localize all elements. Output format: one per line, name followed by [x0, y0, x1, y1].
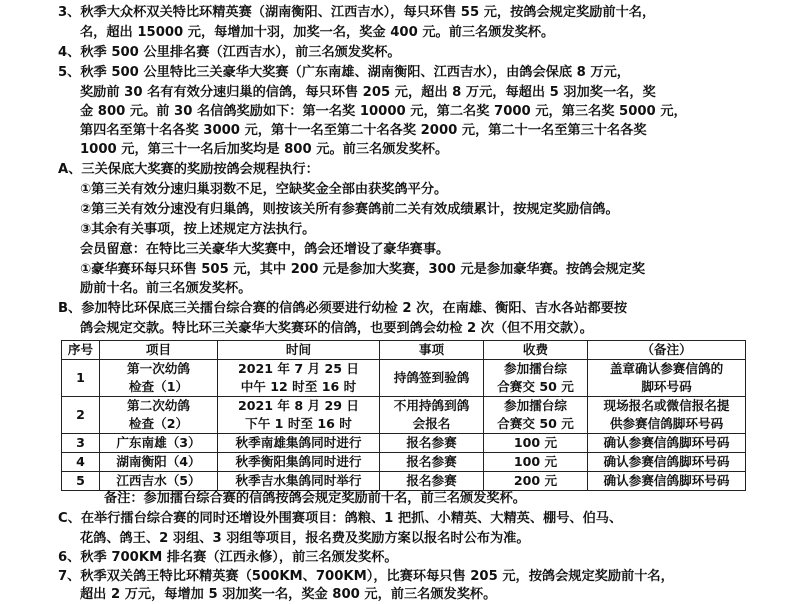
- text-line: 鸽会规定交款。特比环三关豪华大奖赛环的信鸽，也要到鸽会幼检 2 次（但不用交款）。: [80, 321, 593, 336]
- table-row: [62, 453, 746, 472]
- text-line: 超出 2 万元，每增加 5 羽加奖一名，奖金 800 元，前三名颁发奖杯。: [80, 587, 497, 602]
- schedule-table: [61, 340, 746, 491]
- table-cell: 不用持鸽到鸽 会报名: [380, 397, 484, 434]
- table-cell: 3: [62, 434, 100, 453]
- header-cell: 序号: [62, 341, 100, 360]
- text-line: 1000 元，第三十一名后加奖均是 800 元。前三名颁发奖杯。: [80, 142, 449, 157]
- table-cell: 湖南衡阳（4）: [100, 453, 218, 472]
- text-line: ②第三关有效分速没有归巢鸽，则按该关所有参赛鸽前二关有效成绩累计，按规定奖励信鸽。: [80, 202, 619, 217]
- header-cell: （备注）: [588, 341, 746, 360]
- table-header-row: [62, 341, 746, 360]
- table-cell: 200 元: [484, 472, 588, 491]
- text-line: 第四名至第十名各奖 3000 元，第十一名至第二十名各奖 2000 元，第二十一名至第三十名各奖: [80, 123, 647, 138]
- table-cell: 100 元: [484, 453, 588, 472]
- header-cell: 时间: [218, 341, 380, 360]
- table-row: [62, 360, 746, 397]
- section-heading: B、参加特比环保底三关擂台综合赛的信鸽必须要进行幼检 2 次，在南雄、衡阳、吉水各站都要按: [58, 301, 628, 316]
- section-heading: C、在举行擂台综合赛的同时还增设外围赛项目：鸽粮、1 把抓、小精英、大精英、棚号、伯马、: [58, 511, 623, 526]
- table-row: [62, 434, 746, 453]
- table-cell: 1: [62, 360, 100, 397]
- table-cell: 确认参赛信鸽脚环号码: [588, 434, 746, 453]
- text-line: 奖励前 30 名有有效分速归巢的信鸽，每只环售 205 元，超出 8 万元，每超出 5 羽加奖一名，奖: [80, 85, 656, 100]
- text-line: 6、秋季 700KM 排名赛（江西永修），前三名颁发奖杯。: [58, 550, 398, 565]
- table-row: [62, 397, 746, 434]
- table-cell: 秋季南雄集鸽同时进行: [218, 434, 380, 453]
- section-heading: A、三关保底大奖赛的奖励按鸽会规程执行：: [58, 162, 319, 177]
- text-line: ①第三关有效分速归巢羽数不足，空缺奖金全部由获奖鸽平分。: [80, 182, 448, 197]
- table-cell: 确认参赛信鸽脚环号码: [588, 453, 746, 472]
- table-cell: 100 元: [484, 434, 588, 453]
- table-cell: 2: [62, 397, 100, 434]
- text-line: 4、秋季 500 公里排名赛（江西吉水），前三名颁发奖杯。: [58, 45, 401, 60]
- text-line: 5、秋季 500 公里特比三关豪华大奖赛（广东南雄、湖南衡阳、江西吉水），由鸽会保底 8 万元，: [58, 65, 630, 80]
- table-cell: 广东南雄（3）: [100, 434, 218, 453]
- table-cell: 江西吉水（5）: [100, 472, 218, 491]
- text-line: ③其余有关事项，按上述规定方法执行。: [80, 222, 316, 237]
- table-cell: 报名参赛: [380, 472, 484, 491]
- table-note: 备注：参加擂台综合赛的信鸽按鸽会规定奖励前十名，前三名颁发奖杯。: [104, 491, 526, 506]
- table-cell: 确认参赛信鸽脚环号码: [588, 472, 746, 491]
- text-line: 励前十名。前三名颁发奖杯。: [80, 281, 252, 296]
- table-row: [62, 472, 746, 491]
- text-line: 会员留意：在特比三关豪华大奖赛中，鸽会还增设了豪华赛事。: [80, 242, 450, 257]
- text-line: 花鸽、鸽王、2 羽组、3 羽组等项目，报名费及奖励方案以报名时公布为准。: [80, 531, 530, 546]
- table-cell: 报名参赛: [380, 453, 484, 472]
- table-cell: 盖章确认参赛信鸽的 脚环号码: [588, 360, 746, 397]
- text-line: ①豪华赛环每只环售 505 元，其中 200 元是参加大奖赛，300 元是参加豪华赛。按鸽会规定奖: [80, 262, 646, 277]
- table-cell: 2021 年 7 月 25 日 中午 12 时至 16 时: [218, 360, 380, 397]
- table-cell: 2021 年 8 月 29 日 下午 1 时至 16 时: [218, 397, 380, 434]
- header-cell: 项目: [100, 341, 218, 360]
- table-cell: 参加擂台综 合赛交 50 元: [484, 397, 588, 434]
- text-line: 金 800 元。前 30 名信鸽奖励如下：第一名奖 10000 元，第二名奖 7000 元，第三名奖 5000 元，: [80, 104, 687, 119]
- table-cell: 秋季吉水集鸽同时举行: [218, 472, 380, 491]
- table-cell: 报名参赛: [380, 434, 484, 453]
- table-cell: 第二次幼鸽 检查（2）: [100, 397, 218, 434]
- text-line: 3、秋季大众杯双关特比环精英赛（湖南衡阳、江西吉水），每只环售 55 元，按鸽会规定奖励前十名，: [58, 5, 656, 20]
- table-cell: 参加擂台综 合赛交 50 元: [484, 360, 588, 397]
- text-line: 名，超出 15000 元，每增加十羽，加奖一名，奖金 400 元。前三名颁发奖杯。: [80, 25, 555, 40]
- text-line: 7、秋季双关鸽王特比环精英赛（500KM、700KM），比赛环每只售 205 元，按鸽会规定奖励前十名，: [58, 569, 674, 584]
- table-cell: 5: [62, 472, 100, 491]
- table-cell: 4: [62, 453, 100, 472]
- table-cell: 秋季衡阳集鸽同时进行: [218, 453, 380, 472]
- table-cell: 第一次幼鸽 检查（1）: [100, 360, 218, 397]
- table-cell: 现场报名或微信报名提 供参赛信鸽脚环号码: [588, 397, 746, 434]
- header-cell: 收费: [484, 341, 588, 360]
- table-cell: 持鸽签到验鸽: [380, 360, 484, 397]
- header-cell: 事项: [380, 341, 484, 360]
